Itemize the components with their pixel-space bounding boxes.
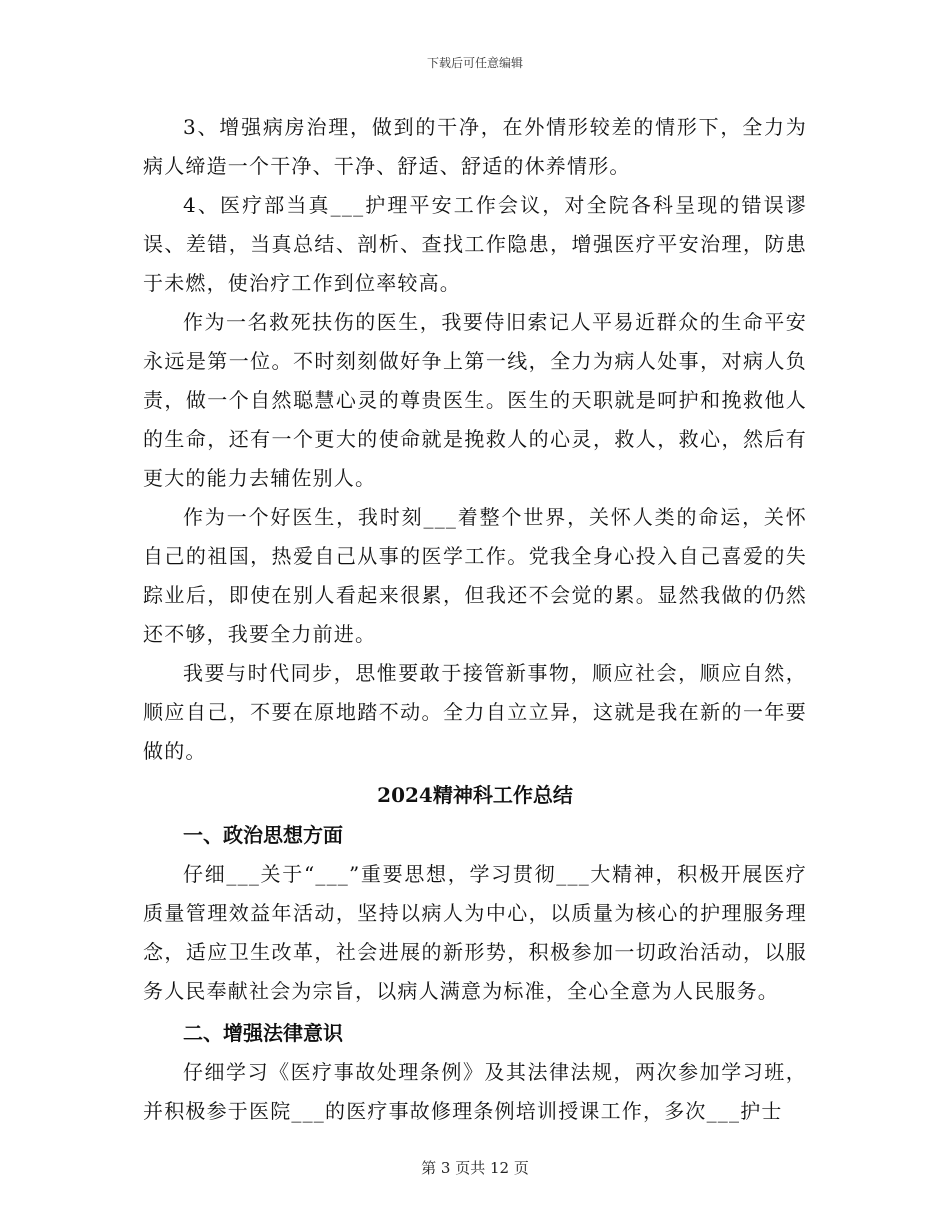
paragraph-law: 仔细学习《医疗事故处理条例》及其法律法规，两次参加学习班，并积极参于医院___的医疗事故修理条例培训授课工作，多次___护士 [143,1060,807,1123]
paragraph-item-3: 3、增强病房治理，做到的干净，在外情形较差的情形下，全力为病人缔造一个干净、干净、舒适、舒适的休养情形。 [143,115,807,178]
paragraph-item-4: 4、医疗部当真___护理平安工作会议，对全院各科呈现的错误谬误、差错，当真总结、剖析、查找工作隐患，增强医疗平安治理，防患于未燃，使治疗工作到位率较高。 [143,193,807,295]
paragraph-politics: 仔细___关于“___”重要思想，学习贯彻___大精神，积极开展医疗质量管理效益年活动，坚持以病人为中心，以质量为核心的护理服务理念，适应卫生改革，社会进展的新形势，积极参加一切政治活动，以服务人民奉献社会为宗旨，以病人满意为标准，全心全意为人民服务。 [143,862,807,1003]
page-header: 下载后可任意编辑 [426,56,523,70]
section-heading-politics: 一、政治思想方面 [183,823,343,847]
document-title: 2024精神科工作总结 [377,783,573,807]
page-footer: 第 3 页共 12 页 [421,1159,529,1177]
paragraph-keep-pace: 我要与时代同步，思惟要敢于接管新事物，顺应社会，顺应自然，顺应自己，不要在原地踏不动。全力自立立异，这就是我在新的一年要做的。 [143,661,807,763]
paragraph-doctor-duty: 作为一名救死扶伤的医生，我要侍旧索记人平易近群众的生命平安永远是第一位。不时刻刻做好争上第一线，全力为病人处事，对病人负责，做一个自然聪慧心灵的尊贵医生。医生的天职就是呵护和挽救他人的生命，还有一个更大的使命就是挽救人的心灵，救人，救心，然后有更大的能力去辅佐别人。 [143,310,807,490]
section-heading-law: 二、增强法律意识 [183,1021,343,1045]
paragraph-good-doctor: 作为一个好医生，我时刻___着整个世界，关怀人类的命运，关怀自己的祖国，热爱自己从事的医学工作。党我全身心投入自己喜爱的失踪业后，即使在别人看起来很累，但我还不会觉的累。显然我做的仍然还不够，我要全力前进。 [143,505,807,646]
document-body [143,108,807,1131]
